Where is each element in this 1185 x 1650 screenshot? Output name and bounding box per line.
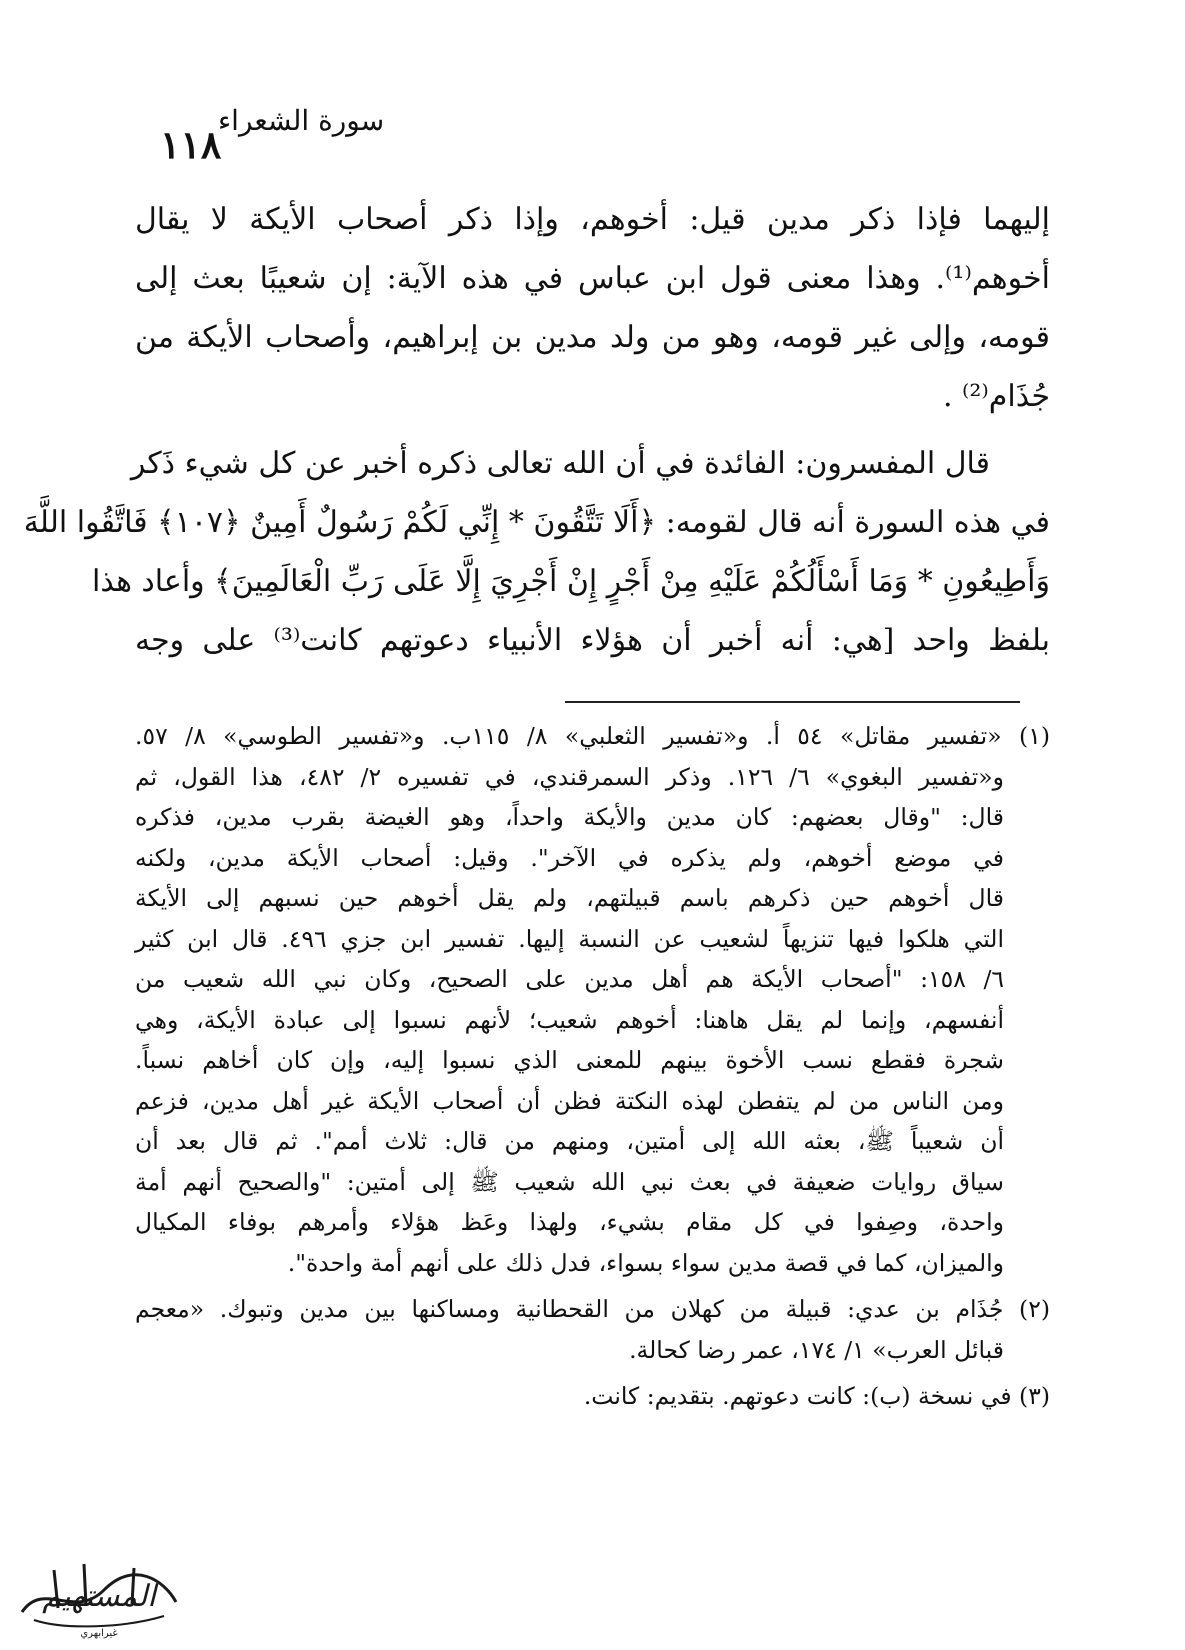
text-line: في هذه السورة أنه قال لقومه: ﴿أَلَا تَتَّقُونَ * إِنِّي لَكُمْ رَسُولٌ أَمِينٌ ﴿١٠٧﴾ فَاتَّقُوا اللَّهَ [23, 505, 1050, 540]
footnote-line: ومن الناس من لم يتفطن لهذه النكتة فظن أن أصحاب الأيكة غير أهل مدين، فزعم [135, 1086, 1004, 1115]
paragraph-1 [135, 190, 1050, 426]
logo-flourish [34, 1616, 164, 1626]
footnote-line: (٢) جُذَام بن عدي: قبيلة من كهلان من القحطانية ومساكنها بين مدين وتبوك. «معجم [135, 1295, 1050, 1323]
footnote-line: واحدة، وصِفوا في كل مقام بشيء، ولهذا وعَظ هؤلاء وأمرهم بوفاء المكيال [135, 1208, 1004, 1236]
footnote-separator [565, 701, 1020, 703]
logo-text: المستهيم [42, 1579, 156, 1614]
footnote-line: قال: "وقال بعضهم: كان مدين والأيكة واحداً، وهو الغيضة بقرب مدين، فذكره [135, 803, 1004, 831]
footnote-line: (٣) في نسخة (ب): كانت دعوتهم. بتقديم: كانت. [583, 1382, 1050, 1410]
text-line: إليهما فإذا ذكر مدين قيل: أخوهم، وإذا ذكر أصحاب الأيكة لا يقال [135, 202, 1050, 237]
footnote-1 [135, 716, 1050, 1283]
footnote-line: أنفسهم، وإنما لم يقل هاهنا: أخوهم شعيب؛ لأنهم نسبوا إلى عبادة الأيكة، وهي [135, 1005, 1004, 1034]
text-line: جُذَام⁽²⁾ . [942, 379, 1050, 414]
text-line: أخوهم⁽¹⁾. وهذا معنى قول ابن عباس في هذه الآية: إن شعيبًا بعث إلى [135, 261, 1050, 296]
footnote-line: والميزان، كما في قصة مدين سواء بسواء، فدل ذلك على أنهم أمة واحدة". [287, 1248, 1004, 1277]
text-line: قال المفسرون: الفائدة في أن الله تعالى ذكره أخبر عن كل شيء ذَكر [130, 446, 990, 481]
footnote-line: أن شعيباً ﷺ، بعثه الله إلى أمتين، ومنهم من قال: ثلاث أمم". ثم قال بعد أن [135, 1127, 1004, 1155]
text-line: وَأَطِيعُونِ * وَمَا أَسْأَلُكُمْ عَلَيْهِ مِنْ أَجْرٍ إِنْ أَجْرِيَ إِلَّا عَلَى رَبِّ الْعَالَمِينَ﴾ وأعاد هذا [91, 564, 1050, 599]
text-line: بلفظ واحد [هي: أنه أخبر أن هؤلاء الأنبياء دعوتهم كانت⁽³⁾ على وجه [135, 623, 1050, 658]
footnote-line: (١) «تفسير مقاتل» ٥٤ أ. و«تفسير الثعلبي» ٨/ ١١٥ب. و«تفسير الطوسي» ٨/ ٥٧. [135, 722, 1050, 750]
footnote-2 [135, 1289, 1050, 1370]
footnote-line: قال أخوهم حين ذكرهم باسم قبيلتهم، ولم يقل أخوهم حين نسبهم إلى الأيكة [135, 884, 1004, 912]
footnote-line: ٦/ ١٥٨: "أصحاب الأيكة هم أهل مدين على الصحيح، وكان نبي الله شعيب من [135, 965, 1005, 993]
page-number: ١١٨ [160, 122, 222, 167]
footnote-line: في موضع أخوهم، ولم يذكره في الآخر". وقيل: أصحاب الأيكة مدين، ولكنه [135, 843, 1004, 872]
footnote-line: التي هلكوا فيها تنزيهاً لشعيب عن النسبة إليها. تفسير ابن جزي ٤٩٦. قال ابن كثير [135, 924, 1004, 953]
footnotes [135, 716, 1050, 1417]
footnote-line: و«تفسير البغوي» ٦/ ١٢٦. وذكر السمرقندي، في تفسيره ٢/ ٤٨٢، هذا القول، ثم [135, 762, 1005, 791]
footnote-line: قبائل العرب» ١/ ١٧٤، عمر رضا كحالة. [629, 1335, 1004, 1364]
surah-title: سورة الشعراء [218, 104, 385, 137]
main-text [23, 190, 1050, 670]
text-line: قومه، وإلى غير قومه، وهو من ولد مدين بن إبراهيم، وأصحاب الأيكة من [135, 320, 1050, 355]
logo-subtext: غيرابهري [80, 1628, 118, 1639]
footnote-line: شجرة فقطع نسب الأخوة بينهم للمعنى الذي نسبوا إليه، وإن كان أخاهم نسباً. [135, 1046, 1004, 1074]
footnote-3 [135, 1376, 1050, 1417]
footnote-line: سياق روايات ضعيفة في بعث نبي الله شعيب ﷺ إلى أمتين: "والصحيح أنهم أمة [135, 1167, 1004, 1196]
library-logo-watermark [14, 1550, 184, 1642]
paragraph-2 [23, 434, 1050, 670]
